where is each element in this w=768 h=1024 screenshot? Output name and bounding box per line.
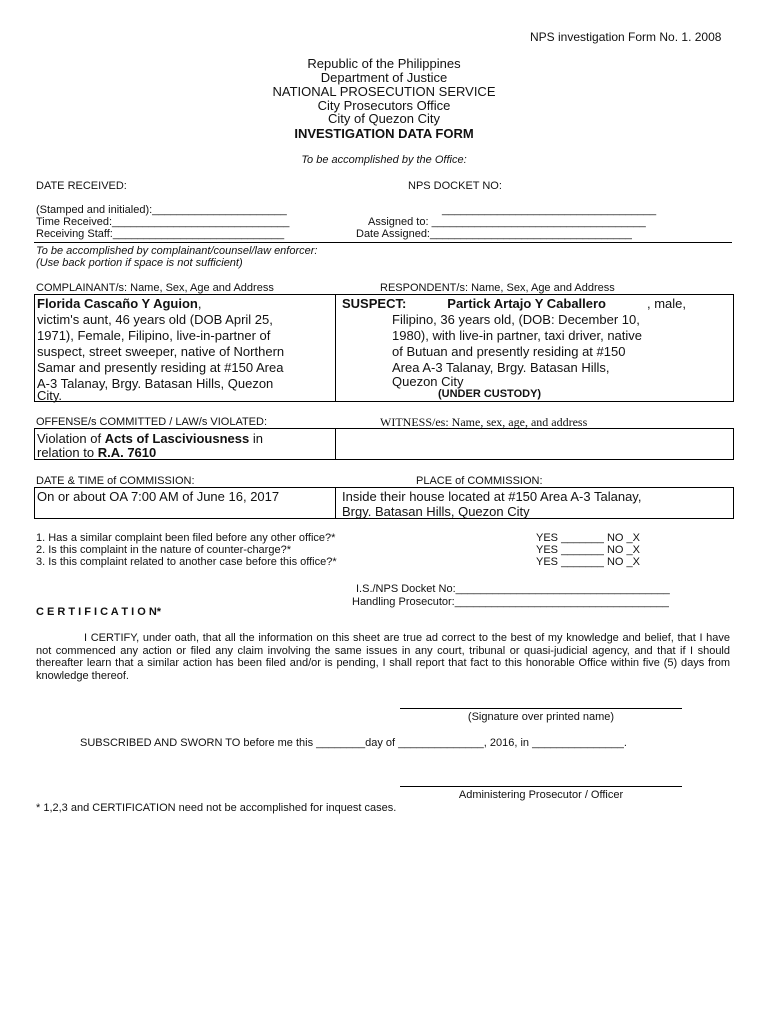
time-received-field[interactable]: Time Received:_____________________________ <box>36 216 290 228</box>
stamped-field[interactable]: (Stamped and initialed):______________________ <box>36 204 287 216</box>
handling-prosecutor-field[interactable]: Handling Prosecutor:___________________________________ <box>352 596 669 608</box>
custody-status: (UNDER CUSTODY) <box>438 388 542 400</box>
is-nps-docket-field[interactable]: I.S./NPS Docket No:___________________________________ <box>356 583 670 595</box>
assigned-to-field[interactable]: Assigned to: ___________________________________ <box>368 216 646 228</box>
docket-number-field[interactable]: ___________________________________ <box>442 204 657 216</box>
question-3: 3. Is this complaint related to another case before this office?* <box>36 556 337 568</box>
date-assigned-field[interactable]: Date Assigned:_________________________________ <box>356 228 632 240</box>
form-title: INVESTIGATION DATA FORM <box>294 126 474 141</box>
question-2: 2. Is this complaint in the nature of counter-charge?* <box>36 544 291 556</box>
office-note: To be accomplished by the Office: <box>301 154 467 166</box>
law-violated: R.A. 7610 <box>97 445 157 460</box>
suspect-name: Partick Artajo Y Caballero <box>447 296 606 311</box>
date-commission-value: On or about OA 7:00 AM of June 16, 2017 <box>37 489 280 504</box>
offense-line-2: relation to R.A. 7610 <box>37 445 157 460</box>
place-commission-line-2: Brgy. Batasan Hills, Quezon City <box>342 504 530 519</box>
complainant-line-1: victim's aunt, 46 years old (DOB April 25, <box>37 312 273 327</box>
complainant-name-line: Florida Cascaño Y Aguion, <box>37 296 202 311</box>
place-commission-header: PLACE of COMMISSION: <box>416 475 543 487</box>
respondent-header: RESPONDENT/s: Name, Sex, Age and Address <box>380 282 615 294</box>
question-2-answer[interactable]: YES _______ NO _X <box>536 544 640 556</box>
date-received-label: DATE RECEIVED: <box>36 180 127 192</box>
suspect-label: SUSPECT: <box>342 296 407 311</box>
header-city: City of Quezon City <box>328 111 440 126</box>
complainant-note-line1: To be accomplished by complainant/counsel/law enforcer: <box>36 245 318 257</box>
complainant-line-6: City. <box>37 388 63 403</box>
question-1: 1. Has a similar complaint been filed before any other office?* <box>36 532 336 544</box>
witness-header: WITNESS/es: Name, sex, age, and address <box>380 415 588 429</box>
certification-body: I CERTIFY, under oath, that all the information on this sheet are true ad correct to the best of my knowledge and belief, that I have not commenced any action or filed any claim involving the same issues in any court, tribunal or quasi-judicial agency, and that if I should thereafter learn that a similar action has been filed and/or is pending, I shall report that fact to this honorable Office within five (5) days from knowledge thereof. <box>36 632 730 682</box>
respondent-line-5: Quezon City <box>392 374 464 389</box>
footnote: * 1,2,3 and CERTIFICATION need not be accomplished for inquest cases. <box>36 802 397 814</box>
administering-signature-line[interactable] <box>400 786 682 787</box>
signature-label: (Signature over printed name) <box>467 711 615 723</box>
complainant-name: Florida Cascaño Y Aguion <box>37 296 198 311</box>
section-divider <box>34 242 732 243</box>
question-1-answer[interactable]: YES _______ NO _X <box>536 532 640 544</box>
offense-divider <box>335 428 336 460</box>
form-number: NPS investigation Form No. 1. 2008 <box>530 30 722 44</box>
complainant-note-line2: (Use back portion if space is not sufficient) <box>36 257 243 269</box>
receiving-staff-field[interactable]: Receiving Staff:____________________________ <box>36 228 285 240</box>
complainant-line-3: suspect, street sweeper, native of Northern <box>37 344 285 359</box>
complainant-line-5: A-3 Talanay, Brgy. Batasan Hills, Quezon <box>37 376 274 391</box>
complainant-line-2: 1971), Female, Filipino, live-in-partner of <box>37 328 271 343</box>
date-commission-header: DATE & TIME of COMMISSION: <box>36 475 195 487</box>
signature-line[interactable] <box>400 708 682 709</box>
subscribed-sworn: SUBSCRIBED AND SWORN TO before me this ________day of ______________, 2016, in _______________. <box>80 737 627 749</box>
certification-title: C E R T I F I C A T I O N* <box>36 606 162 618</box>
complainant-line-4: Samar and presently residing at #150 Area <box>37 360 284 375</box>
respondent-line-2: 1980), with live-in partner, taxi driver, native <box>392 328 643 343</box>
administering-label: Administering Prosecutor / Officer <box>458 789 624 801</box>
nps-docket-label: NPS DOCKET NO: <box>408 180 502 192</box>
header-department: Department of Justice <box>320 70 448 85</box>
respondent-line-1: Filipino, 36 years old, (DOB: December 10, <box>392 312 640 327</box>
question-3-answer[interactable]: YES _______ NO _X <box>536 556 640 568</box>
place-commission-line-1: Inside their house located at #150 Area A-3 Talanay, <box>342 489 642 504</box>
header-republic: Republic of the Philippines <box>307 56 461 71</box>
header-nps: NATIONAL PROSECUTION SERVICE <box>272 84 496 99</box>
header-city-prosecutors: City Prosecutors Office <box>317 98 451 113</box>
parties-divider <box>335 294 336 402</box>
offense-line-1: Violation of Acts of Lasciviousness in <box>37 431 263 446</box>
offense-name: Acts of Lasciviousness <box>104 431 250 446</box>
respondent-first-line: SUSPECT: Partick Artajo Y Caballero , male, <box>342 296 686 311</box>
respondent-line-3: of Butuan and presently residing at #150 <box>392 344 626 359</box>
offense-header: OFFENSE/s COMMITTED / LAW/s VIOLATED: <box>36 416 268 428</box>
commission-divider <box>335 487 336 519</box>
respondent-line-4: Area A-3 Talanay, Brgy. Batasan Hills, <box>392 360 610 375</box>
complainant-header: COMPLAINANT/s: Name, Sex, Age and Address <box>36 282 274 294</box>
